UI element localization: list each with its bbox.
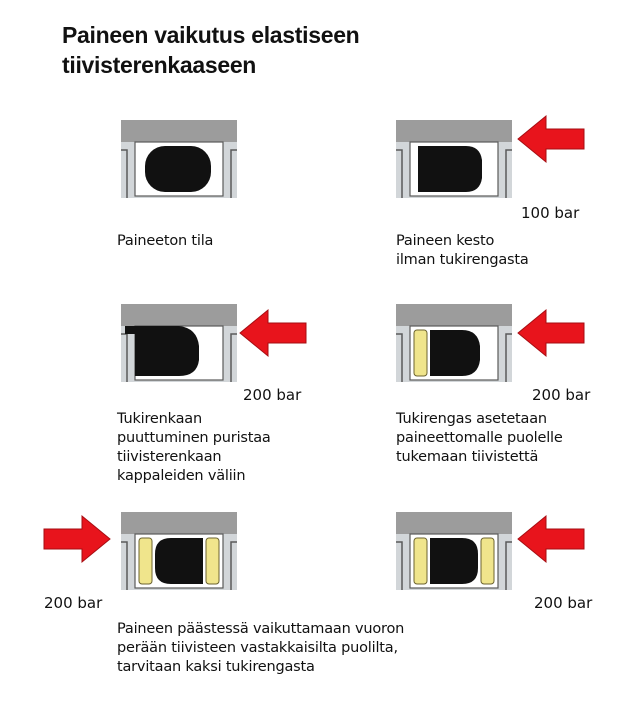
title-line-1: Paineen vaikutus elastiseen — [62, 22, 360, 48]
seal-diagram-unpressurized — [121, 120, 237, 198]
caption-line: puuttuminen puristaa — [117, 430, 271, 446]
caption-line: ilman tukirengasta — [396, 252, 529, 268]
housing-top — [396, 304, 512, 326]
pressure-arrow-right-side — [518, 308, 588, 358]
caption-line: Tukirenkaan — [117, 411, 202, 427]
o-ring-seal — [145, 146, 211, 192]
caption-200-bar-no-backup — [117, 410, 271, 486]
seal-diagram-200-bar-one-backup — [396, 304, 512, 382]
housing-top — [396, 512, 512, 534]
seal-diagram-200-bar-no-backup — [121, 304, 237, 382]
pressure-label: 200 bar — [243, 386, 302, 404]
caption-200-bar-one-backup — [396, 410, 563, 467]
backup-ring-right — [206, 538, 219, 584]
extruded-seal — [125, 326, 199, 376]
backup-ring — [414, 330, 427, 376]
pressure-arrow-left-side — [40, 514, 112, 564]
seal-diagram-200-bar-left-two-backup — [121, 512, 237, 590]
pressure-arrow-right-side — [518, 514, 588, 564]
seal-diagram-100-bar — [396, 120, 512, 198]
pressure-arrow-right-side — [518, 114, 588, 164]
housing-top — [121, 304, 237, 326]
o-ring-seal — [418, 146, 482, 192]
o-ring-seal — [430, 538, 478, 584]
housing-top — [396, 120, 512, 142]
pressure-arrow-right-side — [240, 308, 310, 358]
pressure-label: 100 bar — [521, 204, 580, 222]
backup-ring-left — [414, 538, 427, 584]
pressure-label: 200 bar — [532, 386, 591, 404]
caption-line: tukemaan tiivistettä — [396, 449, 539, 465]
title-line-2: tiivisterenkaaseen — [62, 52, 257, 78]
caption-line: tarvitaan kaksi tukirengasta — [117, 659, 315, 675]
caption-line: Paineen päästessä vaikuttamaan vuoron — [117, 621, 405, 637]
o-ring-seal — [155, 538, 203, 584]
caption-line: tiivisterenkaan — [117, 449, 222, 465]
housing-top — [121, 120, 237, 142]
caption-two-backup-rings — [117, 620, 404, 677]
caption-unpressurized — [117, 232, 213, 251]
caption-line: Paineeton tila — [117, 233, 214, 249]
pressure-label: 200 bar — [534, 594, 593, 612]
backup-ring-left — [139, 538, 152, 584]
caption-line: perään tiivisteen vastakkaisilta puolilta, — [117, 640, 398, 656]
caption-line: Paineen kesto — [396, 233, 495, 249]
pressure-label: 200 bar — [44, 594, 103, 612]
o-ring-seal — [430, 330, 480, 376]
caption-line: paineettomalle puolelle — [396, 430, 563, 446]
seal-diagram-200-bar-right-two-backup — [396, 512, 512, 590]
caption-line: kappaleiden väliin — [117, 468, 246, 484]
backup-ring-right — [481, 538, 494, 584]
housing-top — [121, 512, 237, 534]
diagram-title — [62, 20, 582, 80]
caption-100-bar — [396, 232, 529, 270]
caption-line: Tukirengas asetetaan — [396, 411, 547, 427]
